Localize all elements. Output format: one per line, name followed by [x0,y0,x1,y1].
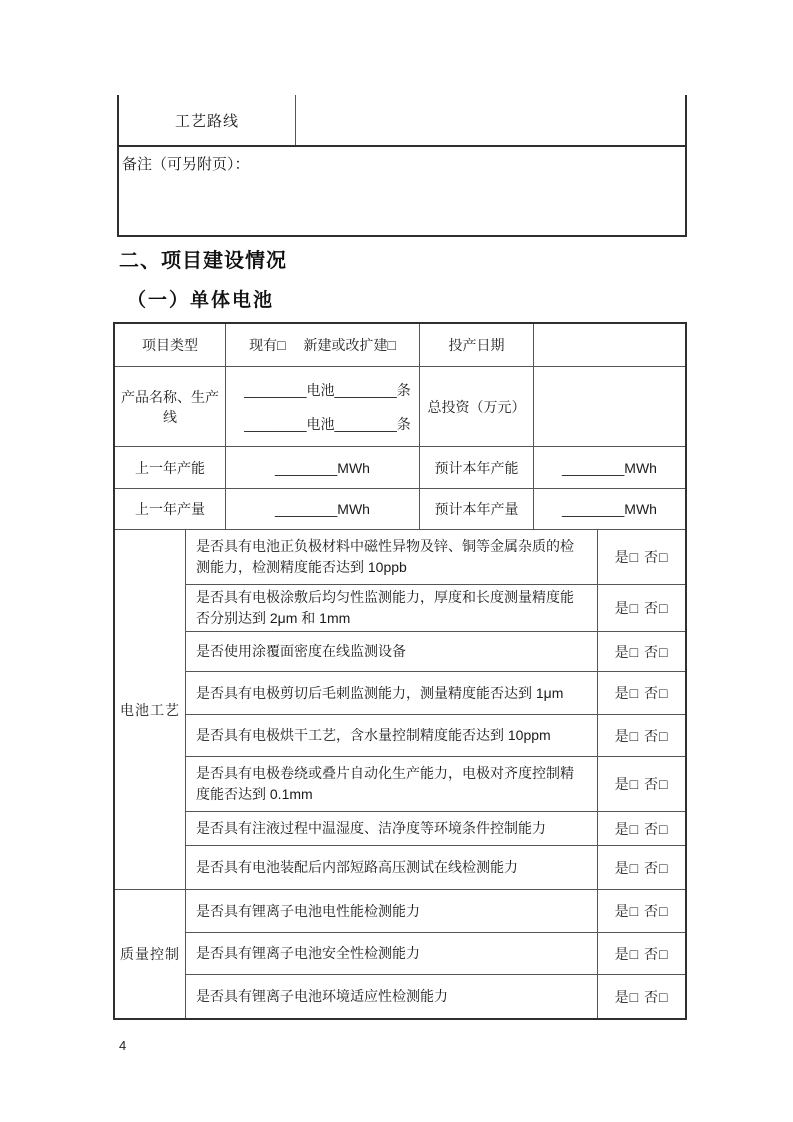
checklist-row [186,530,685,585]
yes-no-checkboxes[interactable]: 是□ 否□ [614,549,669,565]
question-text: 是否具有电极剪切后毛刺监测能力，测量精度能否达到 1μm [186,672,598,714]
expected-output-label: 预计本年产量 [420,489,534,529]
battery-process-section [115,530,685,890]
last-year-capacity-value[interactable]: ________MWh [226,447,420,488]
question-text: 是否具有电极涂敷后均匀性监测能力，厚度和长度测量精度能否分别达到 2μm 和 1mm [186,585,598,631]
process-route-label: 工艺路线 [119,95,296,145]
question-text: 是否具有电池装配后内部短路高压测试在线检测能力 [186,846,598,889]
expected-output-value[interactable]: ________MWh [562,501,657,517]
expected-capacity-value[interactable]: ________MWh [562,459,657,476]
page-number: 4 [119,1038,127,1053]
question-text: 是否具有锂离子电池环境适应性检测能力 [186,975,598,1018]
yes-no-checkboxes[interactable]: 是□ 否□ [614,600,669,616]
last-year-capacity-label: 上一年产能 [115,447,226,488]
production-date-label: 投产日期 [420,324,534,366]
yes-no-checkboxes[interactable]: 是□ 否□ [614,988,669,1005]
last-year-output-label: 上一年产量 [115,489,226,529]
yes-no-checkboxes[interactable]: 是□ 否□ [614,776,669,792]
yes-no-checkboxes[interactable]: 是□ 否□ [614,643,669,660]
checklist-row [186,846,685,889]
remark-cell[interactable] [119,147,685,235]
question-text: 是否具有锂离子电池电性能检测能力 [186,890,598,932]
yes-no-checkboxes[interactable]: 是□ 否□ [614,727,669,744]
product-name-blanks[interactable] [226,367,420,446]
project-type-label: 项目类型 [115,324,226,366]
checklist-row [186,933,685,975]
question-text: 是否具有电池正负极材料中磁性异物及锌、铜等金属杂质的检测能力，检测精度能否达到 10ppb [186,530,598,584]
question-text: 是否具有锂离子电池安全性检测能力 [186,933,598,974]
checklist-row [186,890,685,933]
question-text: 是否具有注液过程中温湿度、洁净度等环境条件控制能力 [186,812,598,845]
yes-no-checkboxes[interactable]: 是□ 否□ [614,820,669,837]
last-year-output-value[interactable]: ________MWh [226,489,420,529]
question-text: 是否使用涂覆面密度在线监测设备 [186,632,598,671]
table-row [115,367,685,447]
carryover-table [117,95,687,237]
yes-no-checkboxes[interactable]: 是□ 否□ [614,859,669,876]
table-row [115,447,685,489]
total-investment-label: 总投资（万元） [420,367,534,446]
subsection-heading: （一）单体电池 [127,290,275,311]
yes-no-checkboxes[interactable]: 是□ 否□ [614,945,669,962]
project-type-checkboxes[interactable]: 现有□ 新建或改扩建□ [226,324,420,366]
checklist-row [186,975,685,1018]
process-route-row [119,95,685,147]
production-date-value[interactable] [534,324,685,366]
quality-control-section [115,890,685,1018]
checklist-row [186,715,685,757]
single-cell-battery-table [113,322,687,1020]
question-text: 是否具有电极烘干工艺，含水量控制精度能否达到 10ppm [186,715,598,756]
expected-capacity-label: 预计本年产能 [420,447,534,488]
battery-line-blank-2[interactable]: ________电池________条 [244,415,411,432]
checklist-row [186,632,685,672]
product-name-label: 产品名称、生产线 [115,367,226,446]
battery-line-blank-1[interactable]: ________电池________条 [244,381,411,398]
checklist-row [186,672,685,715]
checklist-row [186,585,685,632]
process-route-value[interactable] [296,95,685,145]
quality-control-header: 质量控制 [115,890,186,1018]
checklist-row [186,812,685,846]
table-row [115,489,685,530]
question-text: 是否具有电极卷绕或叠片自动化生产能力，电极对齐度控制精度能否达到 0.1mm [186,757,598,811]
yes-no-checkboxes[interactable]: 是□ 否□ [614,685,669,701]
table-row [115,324,685,367]
total-investment-value[interactable] [534,367,685,446]
checklist-row [186,757,685,812]
remark-label: 备注（可另附页）： [122,156,250,173]
battery-process-header: 电池工艺 [115,530,186,889]
section-heading: 二、项目建设情况 [119,250,287,272]
yes-no-checkboxes[interactable]: 是□ 否□ [614,903,669,919]
